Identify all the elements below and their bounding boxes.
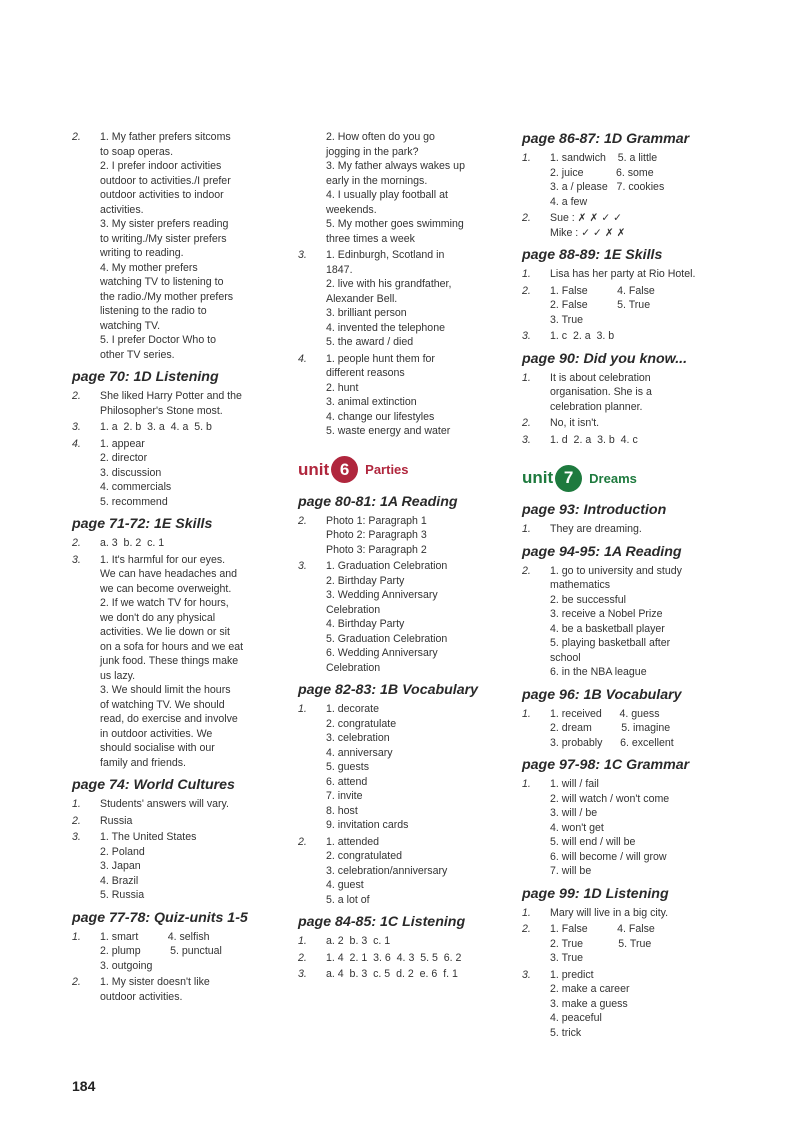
answer-line: 2. False 5. True [550, 299, 651, 311]
answer-line: 1. attended [326, 835, 380, 848]
answer-line: 4. Brazil [100, 874, 139, 887]
answer-line: 8. host [326, 804, 358, 817]
answer-line: activities. We lie down or sit [100, 626, 230, 638]
answer-line: junk food. These things make [100, 655, 239, 667]
answer-text [550, 707, 734, 751]
answer-line: 4. anniversary [326, 746, 393, 759]
answer-line: outdoor activities. [100, 990, 183, 1003]
answer-line: 3. Japan [100, 860, 141, 872]
answer-line: 2. will watch / won't come [550, 792, 670, 805]
answer-line: 3. animal extinction [326, 396, 417, 408]
exercise-number: 3. [72, 421, 81, 433]
answer-line: watching TV to listening to [100, 276, 224, 288]
unit-title: Dreams [589, 470, 637, 486]
exercise-number: 2. [298, 514, 307, 527]
answer-line: Sue : ✗ ✗ ✓ ✓ [550, 212, 623, 224]
answer-line: family and friends. [100, 756, 186, 769]
section-heading: page 80-81: 1A Reading [298, 493, 458, 510]
exercise-number: 1. [72, 930, 81, 943]
column-left [72, 130, 282, 1006]
answer-line: 4. change our lifestyles [326, 410, 435, 423]
answer-line: Photo 1: Paragraph 1 [326, 514, 427, 527]
exercise-number: 1. [72, 798, 81, 810]
answer-text [100, 814, 282, 829]
answer-text [326, 967, 510, 982]
exercise-number: 2. [522, 923, 531, 935]
answer-line: celebration planner. [550, 400, 643, 413]
answer-text [100, 553, 282, 771]
answer-item [298, 559, 510, 675]
section-heading: page 93: Introduction [522, 502, 667, 518]
exercise-number: 1. [522, 268, 531, 280]
exercise-number: 2. [522, 284, 531, 297]
answer-line: 2. plump 5. punctual [100, 945, 222, 957]
exercise-number: 2. [522, 564, 531, 577]
answer-item [522, 433, 734, 448]
answer-line: 4. peaceful [550, 1012, 602, 1024]
unit-banner [298, 453, 510, 487]
answer-line: 1. smart 4. selfish [100, 930, 210, 943]
answer-line: 1. It's harmful for our eyes. [100, 553, 226, 566]
answer-line: weekends. [326, 203, 377, 216]
answer-line: 1. a 2. b 3. a 4. a 5. b [100, 421, 212, 433]
answer-line: 4. commercials [100, 481, 172, 493]
section-heading: page 99: 1D Listening [522, 885, 669, 902]
answer-text [100, 130, 282, 362]
answer-item [522, 522, 734, 537]
answer-item [298, 130, 510, 246]
answer-line: different reasons [326, 367, 405, 379]
answer-item [298, 951, 510, 966]
answer-item [298, 248, 510, 350]
answer-line: a. 3 b. 2 c. 1 [100, 537, 165, 549]
exercise-number: 2. [72, 537, 81, 549]
exercise-number: 4. [298, 352, 307, 365]
answer-line: 3. Wedding Anniversary [326, 589, 438, 601]
answer-line: 1. decorate [326, 703, 380, 715]
answer-item [72, 830, 282, 903]
answer-line: 9. invitation cards [326, 819, 409, 831]
answer-line: 3. My sister prefers reading [100, 218, 229, 230]
answer-text [100, 830, 282, 903]
answer-line: 4. a few [550, 195, 588, 208]
answer-line: other TV series. [100, 348, 175, 361]
answer-line: outdoor to activities./I prefer [100, 174, 231, 187]
answer-line: listening to the radio to [100, 305, 207, 317]
section-heading: page 96: 1B Vocabulary [522, 686, 682, 703]
answer-line: 3. brilliant person [326, 307, 407, 319]
answer-text [550, 329, 734, 344]
answer-item [72, 930, 282, 974]
exercise-number: 1. [298, 935, 307, 947]
answer-line: a. 2 b. 3 c. 1 [326, 935, 391, 947]
exercise-number: 2. [72, 814, 81, 827]
answer-item [72, 797, 282, 812]
exercise-number: 3. [522, 433, 531, 446]
answer-line: 2. True 5. True [550, 937, 652, 950]
answer-line: 2. juice 6. some [550, 166, 654, 179]
answer-line: 3. celebration [326, 732, 390, 744]
exercise-number: 1. [522, 152, 531, 164]
answer-line: read, do exercise and involve [100, 713, 238, 725]
answer-item [298, 967, 510, 982]
answer-item [522, 284, 734, 328]
answer-line: early in the mornings. [326, 174, 428, 187]
answer-line: 6. attend [326, 775, 368, 788]
exercise-number: 2. [72, 131, 81, 143]
unit-label: unit [522, 468, 554, 487]
answer-item [72, 975, 282, 1004]
answer-line: 5. playing basketball after [550, 637, 671, 649]
answer-text [100, 389, 282, 418]
answer-text [326, 702, 510, 833]
answer-line: 4. be a basketball player [550, 622, 665, 635]
answer-line: 7. will be [550, 865, 592, 877]
answer-item [522, 564, 734, 680]
answer-item [522, 922, 734, 966]
answer-line: we don't do any physical [100, 611, 216, 624]
answer-line: 5. My mother goes swimming [326, 218, 464, 230]
exercise-number: 3. [72, 553, 81, 566]
answer-line: 2. dream 5. imagine [550, 722, 671, 734]
column-right [522, 130, 734, 1042]
answer-line: It is about celebration [550, 371, 651, 384]
answer-line: 1. received 4. guess [550, 707, 660, 720]
answer-line: 3. True [550, 313, 583, 326]
answer-line: 6. will become / will grow [550, 850, 667, 863]
answer-item [298, 702, 510, 833]
answer-line: to soap operas. [100, 145, 174, 158]
answer-text [326, 835, 510, 908]
section-heading: page 82-83: 1B Vocabulary [298, 682, 479, 698]
answer-line: 1. appear [100, 437, 145, 450]
answer-item [522, 211, 734, 240]
answer-line: 2. Birthday Party [326, 574, 405, 587]
section-heading: page 70: 1D Listening [72, 369, 219, 385]
answer-line: 1. sandwich 5. a little [550, 152, 658, 164]
answer-item [72, 437, 282, 510]
answer-line: Students' answers will vary. [100, 798, 229, 810]
answer-text [550, 416, 734, 431]
answer-item [72, 389, 282, 418]
section-heading: page 84-85: 1C Listening [298, 914, 466, 930]
section-heading: page 90: Did you know... [522, 350, 688, 367]
answer-text [100, 437, 282, 510]
answer-text [550, 267, 734, 282]
answer-text [550, 371, 734, 415]
exercise-number: 2. [72, 976, 81, 988]
answer-line: 3. receive a Nobel Prize [550, 608, 663, 620]
answer-line: Photo 2: Paragraph 3 [326, 529, 427, 541]
answer-line: 4. guest [326, 879, 364, 891]
answer-line: 2. hunt [326, 381, 359, 394]
answer-line: 3. will / be [550, 807, 598, 819]
answer-item [298, 514, 510, 558]
answer-line: writing to reading. [100, 247, 184, 259]
answer-line: 2. congratulate [326, 717, 397, 730]
answer-item [522, 371, 734, 415]
exercise-number: 1. [522, 371, 531, 384]
answer-text [550, 284, 734, 328]
section-heading: page 88-89: 1E Skills [522, 247, 663, 263]
answer-item [298, 352, 510, 439]
section-heading: page 74: World Cultures [72, 777, 235, 793]
answer-line: 5. waste energy and water [326, 425, 451, 437]
answer-item [522, 329, 734, 344]
answer-line: 4. I usually play football at [326, 189, 448, 201]
answer-line: activities. [100, 203, 144, 216]
answer-text [326, 559, 510, 675]
answer-item [522, 416, 734, 431]
answer-line: mathematics [550, 579, 611, 591]
answer-line: 5. I prefer Doctor Who to [100, 334, 216, 346]
answer-line: 1. Graduation Celebration [326, 560, 448, 572]
answer-line: 1. will / fail [550, 778, 599, 790]
section-heading: page 77-78: Quiz-units 1-5 [72, 909, 248, 926]
exercise-number [298, 130, 326, 246]
section-heading: page 86-87: 1D Grammar [522, 131, 690, 147]
answer-line: 4. My mother prefers [100, 261, 198, 274]
answer-line: 3. probably 6. excellent [550, 736, 674, 749]
answer-line: Russia [100, 814, 133, 827]
exercise-number: 1. [522, 906, 531, 919]
answer-line: 3. a / please 7. cookies [550, 181, 665, 193]
answer-line: in outdoor activities. We [100, 727, 213, 740]
answer-item [72, 420, 282, 435]
answer-line: school [550, 651, 581, 664]
answer-line: 5. will end / will be [550, 836, 636, 848]
answer-text [550, 564, 734, 680]
answer-line: 2. make a career [550, 983, 630, 995]
answer-line: of watching TV. We should [100, 698, 225, 711]
answer-item [72, 553, 282, 771]
answer-line: 1847. [326, 263, 353, 276]
answer-line: the radio./My mother prefers [100, 290, 234, 303]
page-number: 184 [72, 1078, 96, 1094]
answer-line: organisation. She is a [550, 386, 652, 398]
answer-text [550, 922, 734, 966]
answer-line: 1. The United States [100, 831, 197, 843]
answer-line: 1. people hunt them for [326, 352, 435, 365]
exercise-number: 2. [522, 212, 531, 224]
answer-line: 5. a lot of [326, 893, 370, 906]
unit-number-badge: 6 [331, 456, 358, 483]
exercise-number: 1. [298, 703, 307, 715]
answer-line: 4. won't get [550, 821, 604, 834]
answer-line: 1. Edinburgh, Scotland in [326, 249, 445, 261]
answer-text [550, 151, 734, 209]
exercise-number: 4. [72, 437, 81, 450]
answer-line: watching TV. [100, 319, 161, 332]
answer-line: 4. invented the telephone [326, 321, 445, 334]
answer-item [298, 934, 510, 949]
answer-item [522, 707, 734, 751]
answer-text [326, 951, 510, 966]
answer-line: three times a week [326, 232, 415, 245]
answer-line: us lazy. [100, 669, 136, 682]
answer-line: No, it isn't. [550, 417, 600, 429]
answer-item [522, 777, 734, 879]
answer-text [326, 934, 510, 949]
exercise-number: 3. [298, 560, 307, 572]
answer-line: 1. False 4. False [550, 284, 655, 297]
answer-item [522, 151, 734, 209]
answer-line: 2. live with his grandfather, [326, 278, 452, 290]
unit-title: Parties [365, 462, 409, 477]
unit-banner [522, 461, 734, 495]
answer-item [298, 835, 510, 908]
answer-item [522, 267, 734, 282]
answer-line: outdoor activities to indoor [100, 189, 224, 201]
answer-line: 1. My father prefers sitcoms [100, 131, 231, 143]
answer-line: we can become overweight. [100, 582, 232, 595]
answer-line: They are dreaming. [550, 523, 642, 535]
answer-text [550, 906, 734, 921]
answer-item [72, 536, 282, 551]
answer-line: We can have headaches and [100, 568, 238, 580]
exercise-number: 2. [72, 390, 81, 402]
answer-line: should socialise with our [100, 742, 215, 754]
answer-text [550, 968, 734, 1041]
answer-line: 5. Graduation Celebration [326, 632, 448, 645]
exercise-number: 2. [298, 951, 307, 964]
answer-line: 1. predict [550, 968, 594, 981]
section-heading: page 97-98: 1C Grammar [522, 757, 690, 773]
answer-line: a. 4 b. 3 c. 5 d. 2 e. 6 f. 1 [326, 968, 458, 980]
answer-line: Celebration [326, 661, 381, 674]
answer-line: 3. celebration/anniversary [326, 864, 448, 877]
exercise-number: 3. [522, 330, 531, 342]
answer-line: 2. How often do you go [326, 131, 435, 143]
answer-line: 1. go to university and study [550, 564, 682, 577]
answer-line: 6. Wedding Anniversary [326, 647, 438, 659]
exercise-number: 2. [298, 835, 307, 848]
answer-item [72, 814, 282, 829]
answer-line: 7. invite [326, 790, 363, 802]
answer-line: 6. in the NBA league [550, 666, 647, 678]
answer-text [550, 522, 734, 537]
answer-line: Philosopher's Stone most. [100, 404, 223, 417]
answer-text [100, 797, 282, 812]
answer-line: 2. I prefer indoor activities [100, 160, 222, 172]
answer-line: 1. 4 2. 1 3. 6 4. 3 5. 5 6. 2 [326, 951, 462, 964]
answer-line: Mary will live in a big city. [550, 906, 669, 919]
answer-text [550, 211, 734, 240]
answer-line: 3. True [550, 952, 583, 964]
answer-line: 2. If we watch TV for hours, [100, 597, 229, 609]
answer-line: jogging in the park? [326, 145, 419, 158]
answer-line: 4. Birthday Party [326, 618, 405, 630]
unit-number-badge: 7 [555, 465, 582, 492]
answer-line: 1. d 2. a 3. b 4. c [550, 433, 638, 446]
answer-text [550, 433, 734, 448]
answer-text [100, 975, 282, 1004]
exercise-number: 2. [522, 417, 531, 429]
answer-line: 5. recommend [100, 495, 168, 508]
answer-line: 3. make a guess [550, 997, 628, 1010]
answer-text [100, 420, 282, 435]
answer-line: 1. c 2. a 3. b [550, 330, 615, 342]
answer-line: 5. the award / died [326, 336, 414, 348]
answer-line: 5. Russia [100, 889, 145, 901]
exercise-number: 1. [522, 523, 531, 535]
exercise-number: 1. [522, 707, 531, 720]
answer-text [326, 130, 510, 246]
answer-line: Alexander Bell. [326, 292, 398, 305]
exercise-number: 3. [72, 831, 81, 843]
unit-label: unit [298, 459, 330, 479]
answer-line: 5. guests [326, 761, 369, 773]
answer-line: 2. be successful [550, 593, 626, 606]
answer-text [326, 514, 510, 558]
answer-line: 1. My sister doesn't like [100, 976, 210, 988]
exercise-number: 3. [298, 249, 307, 261]
answer-line: 2. congratulated [326, 850, 402, 862]
answer-item [522, 906, 734, 921]
answer-line: 2. Poland [100, 845, 145, 858]
answer-line: Lisa has her party at Rio Hotel. [550, 268, 696, 280]
answer-text [550, 777, 734, 879]
exercise-number: 3. [522, 968, 531, 981]
answer-item [522, 968, 734, 1041]
answer-text [326, 352, 510, 439]
answer-line: Mike : ✓ ✓ ✗ ✗ [550, 226, 626, 239]
section-heading: page 71-72: 1E Skills [72, 516, 213, 532]
answer-line: 3. We should limit the hours [100, 684, 231, 696]
answer-line: to writing./My sister prefers [100, 232, 227, 245]
section-heading: page 94-95: 1A Reading [522, 543, 682, 560]
answer-line: 5. trick [550, 1026, 582, 1039]
answer-text [100, 536, 282, 551]
answer-line: 2. director [100, 452, 148, 464]
answer-text [100, 930, 282, 974]
exercise-number: 3. [298, 968, 307, 980]
answer-line: She liked Harry Potter and the [100, 390, 242, 402]
answer-line: on a sofa for hours and we eat [100, 640, 244, 653]
exercise-number: 1. [522, 778, 531, 790]
answer-line: 3. outgoing [100, 959, 153, 972]
answer-item [72, 130, 282, 362]
answer-line: Celebration [326, 603, 381, 616]
answer-line: Photo 3: Paragraph 2 [326, 543, 427, 556]
answer-line: 3. discussion [100, 466, 162, 479]
answer-line: 1. False 4. False [550, 923, 655, 935]
answer-text [326, 248, 510, 350]
column-middle [298, 130, 510, 984]
answer-line: 3. My father always wakes up [326, 160, 465, 172]
